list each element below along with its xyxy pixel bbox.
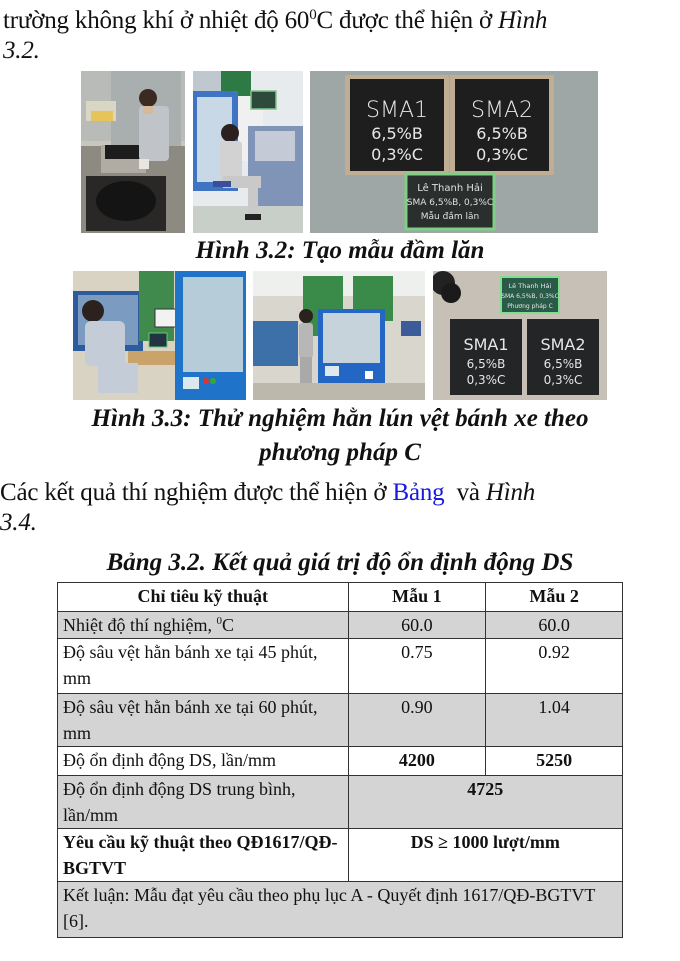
row-label: Nhiệt độ thí nghiệm, $^0$C [58, 612, 349, 639]
figure-3-3-caption-line1: Hình 3.3: Thử nghiệm hằn lún vệt bánh xe theo [91, 405, 589, 432]
sample-2-value: 1.04 [486, 694, 623, 747]
sample-1-value: 0.90 [348, 694, 486, 747]
svg-text:SMA1: SMA1 [463, 335, 509, 354]
photo-roller-compactor [193, 71, 303, 233]
table-row [58, 694, 623, 747]
table-title: Bảng 3.2. Kết quả giá trị độ ổn định động DS [106, 549, 574, 576]
intro-text-after: C được thể hiện ở [316, 7, 499, 34]
figure-ref-number: 3.4. [0, 509, 37, 536]
header-sample-2: Mẫu 2 [486, 583, 623, 612]
results-table [57, 582, 623, 938]
row-label: Độ ổn định động DS, lần/mm [58, 747, 349, 776]
table-row [58, 829, 623, 882]
row-label: Độ sâu vệt hằn bánh xe tại 45 phút, mm [58, 639, 349, 694]
figure-ref: Hình [485, 479, 536, 506]
sample-1-value: 60.0 [348, 612, 486, 639]
svg-text:0,3%C: 0,3%C [466, 373, 506, 387]
figure-ref: Hình [498, 7, 548, 34]
table-link[interactable]: Bảng [392, 479, 445, 506]
table-row-conclusion [58, 882, 623, 938]
svg-text:Mẫu đầm lăn: Mẫu đầm lăn [420, 212, 480, 222]
sample-1-value: 0.75 [348, 639, 486, 694]
svg-text:SMA 6,5%B, 0,3%C: SMA 6,5%B, 0,3%C [501, 293, 559, 300]
photo-wheel-tracker-computer [73, 271, 246, 400]
row-label: Độ ổn định động DS trung bình, lần/mm [58, 776, 349, 829]
intro-paragraph [3, 6, 679, 66]
photo-compacted-slabs [310, 71, 598, 233]
intro-text: trường không khí ở nhiệt độ 60 [3, 7, 310, 34]
photo-wheel-tracker-cabinet [253, 271, 425, 400]
results-text: Các kết quả thí nghiệm được thể hiện ở [0, 479, 393, 506]
results-text-mid: và [444, 479, 486, 506]
svg-text:0,3%C: 0,3%C [371, 145, 423, 164]
svg-text:6,5%B: 6,5%B [476, 124, 528, 143]
header-criteria: Chỉ tiêu kỹ thuật [58, 583, 349, 612]
table-row [58, 639, 623, 694]
header-sample-1: Mẫu 1 [348, 583, 486, 612]
table-row [58, 612, 623, 639]
svg-text:6,5%B: 6,5%B [543, 357, 583, 371]
svg-text:6,5%B: 6,5%B [371, 124, 423, 143]
row-label: Độ sâu vệt hằn bánh xe tại 60 phút, mm [58, 694, 349, 747]
svg-text:SMA2: SMA2 [540, 335, 586, 354]
figure-3-2-caption: Hình 3.2: Tạo mẫu đầm lăn [195, 237, 485, 264]
table-row [58, 776, 623, 829]
results-paragraph [0, 478, 676, 538]
sample-2-value: 60.0 [486, 612, 623, 639]
degree-sup: 0 [309, 7, 317, 23]
svg-text:Phương pháp C: Phương pháp C [507, 303, 553, 310]
figure-ref-number: 3.2. [3, 37, 40, 64]
svg-text:SMA1: SMA1 [366, 98, 428, 123]
svg-text:SMA2: SMA2 [471, 98, 533, 123]
row-label: Yêu cầu kỹ thuật theo QĐ1617/QĐ-BGTVT [58, 829, 349, 882]
average-value: 4725 [348, 776, 623, 829]
conclusion-text: Kết luận: Mẫu đạt yêu cầu theo phụ lục A - Quyết định 1617/QĐ-BGTVT [6]. [58, 882, 623, 938]
svg-text:0,3%C: 0,3%C [476, 145, 528, 164]
svg-text:SMA 6,5%B, 0,3%C: SMA 6,5%B, 0,3%C [406, 198, 494, 208]
requirement-value: DS ≥ 1000 lượt/mm [348, 829, 623, 882]
table-row [58, 747, 623, 776]
sample-2-value: 5250 [486, 747, 623, 776]
sample-1-value: 4200 [348, 747, 486, 776]
svg-text:Lê Thanh Hải: Lê Thanh Hải [508, 282, 552, 290]
sample-2-value: 0.92 [486, 639, 623, 694]
figure-3-3-caption-line2: phương pháp C [259, 439, 421, 466]
svg-text:6,5%B: 6,5%B [466, 357, 506, 371]
photo-mixing-station [81, 71, 185, 233]
photo-tested-slabs [433, 271, 607, 400]
svg-text:0,3%C: 0,3%C [543, 373, 583, 387]
svg-text:Lê Thanh Hải: Lê Thanh Hải [417, 183, 483, 194]
table-header-row [58, 583, 623, 612]
